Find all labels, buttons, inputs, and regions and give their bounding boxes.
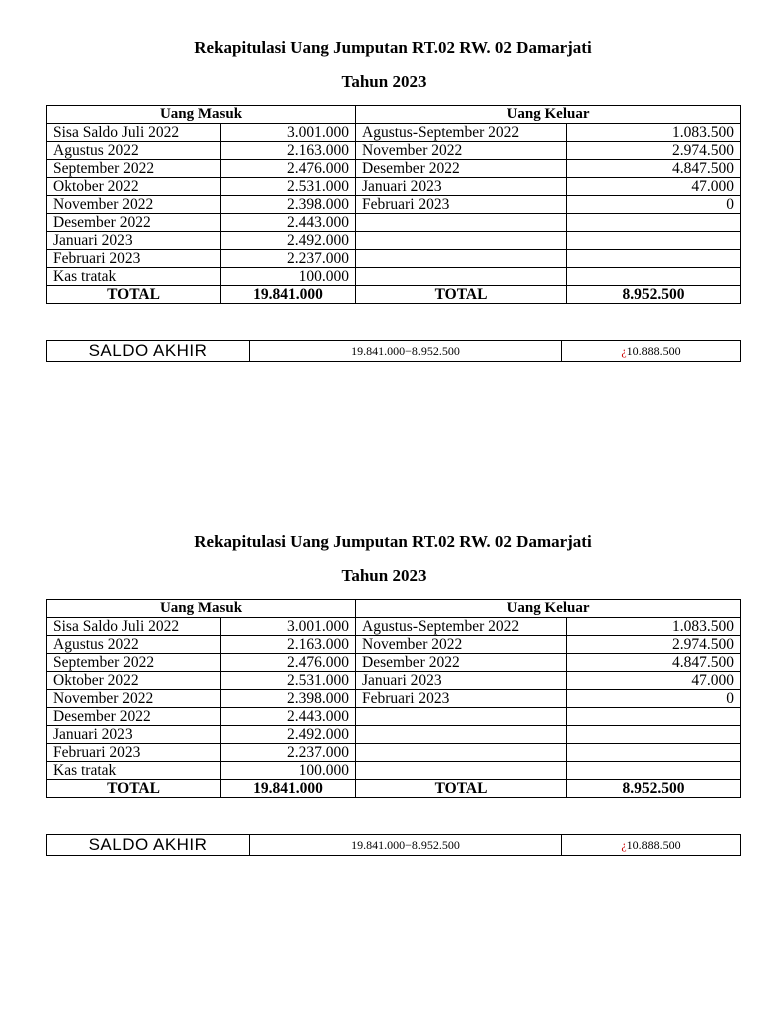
keluar-label: November 2022 <box>356 142 567 160</box>
keluar-label: Agustus-September 2022 <box>356 618 567 636</box>
masuk-label: November 2022 <box>47 196 221 214</box>
table-row <box>47 124 741 142</box>
keluar-amount: 2.974.500 <box>567 142 741 160</box>
masuk-amount: 2.237.000 <box>221 744 356 762</box>
empty-cell <box>567 726 741 744</box>
header-uang-masuk: Uang Masuk <box>47 600 356 618</box>
masuk-label: Februari 2023 <box>47 744 221 762</box>
keluar-label: Desember 2022 <box>356 160 567 178</box>
table-row <box>47 672 741 690</box>
total-keluar: 8.952.500 <box>567 286 741 304</box>
total-label-keluar: TOTAL <box>356 780 567 798</box>
empty-cell <box>567 214 741 232</box>
keluar-amount: 47.000 <box>567 672 741 690</box>
masuk-label: Sisa Saldo Juli 2022 <box>47 124 221 142</box>
table-row <box>47 726 741 744</box>
empty-cell <box>567 268 741 286</box>
table-row <box>47 232 741 250</box>
masuk-label: Januari 2023 <box>47 726 221 744</box>
masuk-label: Desember 2022 <box>47 708 221 726</box>
empty-cell <box>567 744 741 762</box>
masuk-amount: 2.163.000 <box>221 636 356 654</box>
document-title: Rekapitulasi Uang Jumputan RT.02 RW. 02 Damarjati <box>194 38 592 57</box>
table-row <box>47 160 741 178</box>
empty-cell <box>356 232 567 250</box>
table-row <box>47 690 741 708</box>
masuk-label: Kas tratak <box>47 762 221 780</box>
masuk-amount: 2.443.000 <box>221 214 356 232</box>
header-uang-keluar: Uang Keluar <box>356 106 741 124</box>
total-row <box>47 780 741 798</box>
saldo-row <box>47 835 741 856</box>
masuk-amount: 3.001.000 <box>221 618 356 636</box>
masuk-amount: 2.492.000 <box>221 232 356 250</box>
empty-cell <box>356 762 567 780</box>
document-year: Tahun 2023 <box>341 72 427 91</box>
saldo-label: SALDO AKHIR <box>47 835 250 856</box>
keluar-label: Februari 2023 <box>356 196 567 214</box>
saldo-label: SALDO AKHIR <box>47 341 250 362</box>
total-masuk: 19.841.000 <box>221 286 356 304</box>
masuk-amount: 3.001.000 <box>221 124 356 142</box>
recap-table <box>46 105 741 304</box>
masuk-label: September 2022 <box>47 654 221 672</box>
table-row <box>47 196 741 214</box>
empty-cell <box>356 250 567 268</box>
empty-cell <box>567 250 741 268</box>
recap-section-2 <box>0 494 768 874</box>
masuk-label: Februari 2023 <box>47 250 221 268</box>
masuk-label: Januari 2023 <box>47 232 221 250</box>
saldo-expression: 19.841.000−8.952.500 <box>250 341 562 362</box>
table-row <box>47 618 741 636</box>
keluar-amount: 4.847.500 <box>567 654 741 672</box>
masuk-label: September 2022 <box>47 160 221 178</box>
saldo-result-cell <box>562 835 741 856</box>
table-row <box>47 708 741 726</box>
empty-cell <box>567 762 741 780</box>
masuk-label: Sisa Saldo Juli 2022 <box>47 618 221 636</box>
empty-cell <box>567 232 741 250</box>
saldo-table <box>46 340 741 362</box>
saldo-result: 10.888.500 <box>626 343 681 358</box>
saldo-expression: 19.841.000−8.952.500 <box>250 835 562 856</box>
masuk-label: November 2022 <box>47 690 221 708</box>
masuk-amount: 2.443.000 <box>221 708 356 726</box>
keluar-label: Januari 2023 <box>356 672 567 690</box>
masuk-amount: 2.398.000 <box>221 196 356 214</box>
masuk-amount: 2.476.000 <box>221 160 356 178</box>
table-header-row <box>47 600 741 618</box>
empty-cell <box>356 268 567 286</box>
keluar-amount: 0 <box>567 196 741 214</box>
table-row <box>47 178 741 196</box>
keluar-amount: 1.083.500 <box>567 124 741 142</box>
masuk-amount: 2.163.000 <box>221 142 356 160</box>
formula-error-glyph: ¿ <box>621 343 627 358</box>
total-label-masuk: TOTAL <box>47 286 221 304</box>
keluar-label: Februari 2023 <box>356 690 567 708</box>
table-row <box>47 214 741 232</box>
masuk-amount: 2.531.000 <box>221 178 356 196</box>
masuk-amount: 2.237.000 <box>221 250 356 268</box>
keluar-amount: 0 <box>567 690 741 708</box>
total-masuk: 19.841.000 <box>221 780 356 798</box>
empty-cell <box>567 708 741 726</box>
masuk-amount: 2.398.000 <box>221 690 356 708</box>
masuk-label: Desember 2022 <box>47 214 221 232</box>
empty-cell <box>356 726 567 744</box>
header-uang-masuk: Uang Masuk <box>47 106 356 124</box>
masuk-label: Kas tratak <box>47 268 221 286</box>
table-row <box>47 250 741 268</box>
saldo-table <box>46 834 741 856</box>
table-row <box>47 142 741 160</box>
masuk-amount: 100.000 <box>221 268 356 286</box>
keluar-label: Januari 2023 <box>356 178 567 196</box>
header-uang-keluar: Uang Keluar <box>356 600 741 618</box>
total-label-masuk: TOTAL <box>47 780 221 798</box>
keluar-amount: 1.083.500 <box>567 618 741 636</box>
empty-cell <box>356 744 567 762</box>
table-row <box>47 268 741 286</box>
table-row <box>47 744 741 762</box>
saldo-row <box>47 341 741 362</box>
empty-cell <box>356 708 567 726</box>
document-title: Rekapitulasi Uang Jumputan RT.02 RW. 02 Damarjati <box>194 532 592 551</box>
masuk-label: Oktober 2022 <box>47 672 221 690</box>
keluar-label: Desember 2022 <box>356 654 567 672</box>
keluar-amount: 4.847.500 <box>567 160 741 178</box>
table-header-row <box>47 106 741 124</box>
recap-table <box>46 599 741 798</box>
table-row <box>47 654 741 672</box>
keluar-label: Agustus-September 2022 <box>356 124 567 142</box>
saldo-result: 10.888.500 <box>626 837 681 852</box>
table-row <box>47 636 741 654</box>
masuk-amount: 2.476.000 <box>221 654 356 672</box>
keluar-amount: 2.974.500 <box>567 636 741 654</box>
keluar-amount: 47.000 <box>567 178 741 196</box>
document-year: Tahun 2023 <box>341 566 427 585</box>
masuk-amount: 2.492.000 <box>221 726 356 744</box>
formula-error-glyph: ¿ <box>621 837 627 852</box>
masuk-label: Agustus 2022 <box>47 142 221 160</box>
recap-section-1 <box>0 0 768 380</box>
masuk-amount: 2.531.000 <box>221 672 356 690</box>
saldo-result-cell <box>562 341 741 362</box>
masuk-label: Agustus 2022 <box>47 636 221 654</box>
empty-cell <box>356 214 567 232</box>
masuk-amount: 100.000 <box>221 762 356 780</box>
total-row <box>47 286 741 304</box>
table-row <box>47 762 741 780</box>
keluar-label: November 2022 <box>356 636 567 654</box>
total-keluar: 8.952.500 <box>567 780 741 798</box>
masuk-label: Oktober 2022 <box>47 178 221 196</box>
total-label-keluar: TOTAL <box>356 286 567 304</box>
